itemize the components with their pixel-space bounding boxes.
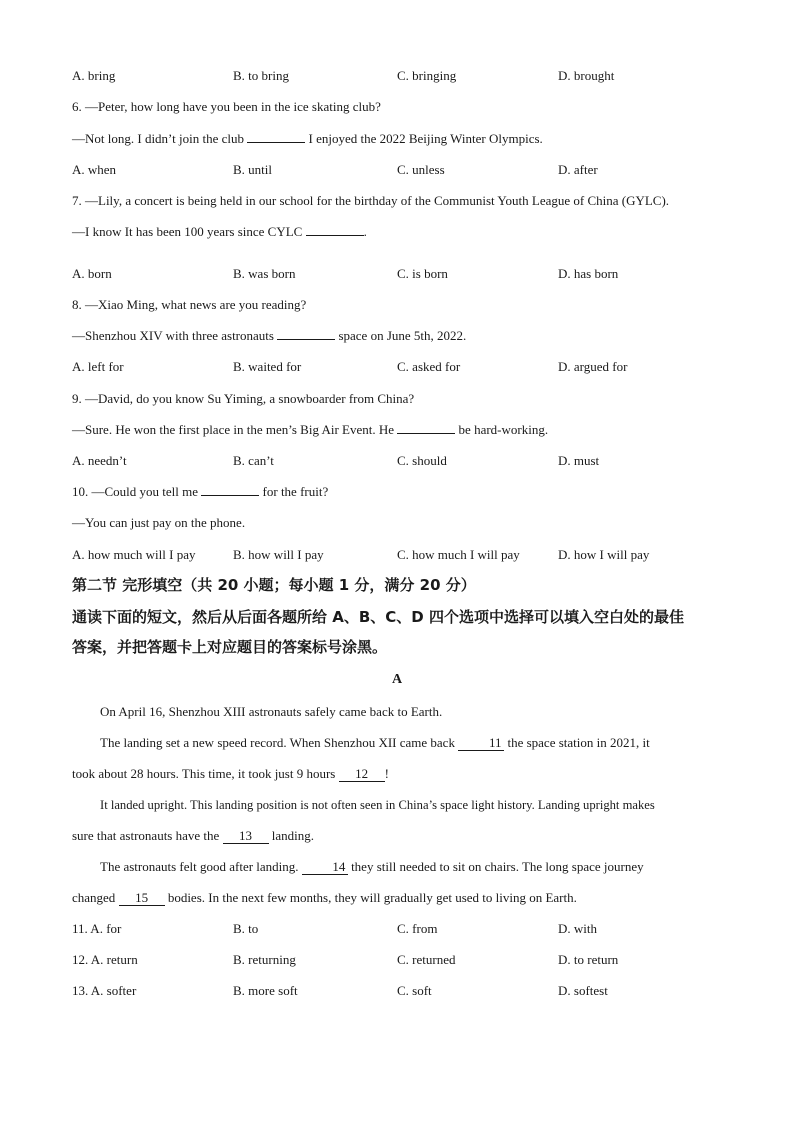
passage-paragraph-3-cont (72, 827, 722, 845)
blank-14: 14 (302, 860, 348, 875)
q6-option-a[interactable]: A. when (72, 162, 117, 177)
q10-option-b[interactable]: B. how will I pay (233, 547, 324, 562)
passage-text: landing. (271, 828, 315, 843)
q6-text-before-blank: —Not long. I didn’t join the club (72, 131, 244, 146)
q12-option-c[interactable]: C. returned (397, 952, 456, 967)
q6-answer-line (72, 130, 722, 148)
passage-label: A (391, 672, 403, 687)
q6-question: 6. —Peter, how long have you been in the ice skating club? (72, 99, 381, 114)
q6-text-after-blank: I enjoyed the 2022 Beijing Winter Olympics. (308, 131, 543, 146)
q6-option-c[interactable]: C. unless (397, 162, 445, 177)
q13-option-a[interactable]: 13. A. softer (72, 983, 137, 998)
q8-text-after-blank: space on June 5th, 2022. (338, 328, 467, 343)
q13-option-b[interactable]: B. more soft (233, 983, 298, 998)
q9-question: 9. —David, do you know Su Yiming, a snowboarder from China? (72, 391, 415, 406)
passage-text: took about 28 hours. This time, it took just 9 hours (72, 766, 336, 781)
q11-option-a[interactable]: 11. A. for (72, 921, 122, 936)
q10-option-d[interactable]: D. how I will pay (558, 547, 650, 562)
q13-option-d[interactable]: D. softest (558, 983, 608, 998)
q7-option-d[interactable]: D. has born (558, 266, 619, 281)
q10-text-after-blank: for the fruit? (262, 484, 329, 499)
q5-option-b[interactable]: B. to bring (233, 68, 289, 83)
q9-option-a[interactable]: A. needn’t (72, 453, 127, 468)
blank-11: 11 (458, 736, 504, 751)
q7-option-b[interactable]: B. was born (233, 266, 296, 281)
passage-paragraph-3: It landed upright. This landing position is not often seen in China’s space light history. Landing upright makes (100, 798, 655, 812)
q7-option-c[interactable]: C. is born (397, 266, 448, 281)
passage-paragraph-2 (72, 734, 722, 752)
q9-option-d[interactable]: D. must (558, 453, 600, 468)
q11-option-d[interactable]: D. with (558, 921, 597, 936)
section2-instruction-line2: 答案，并把答题卡上对应题目的答案标号涂黑。 (72, 638, 388, 656)
blank-12: 12 (339, 767, 385, 782)
section2-title: 第二节 完形填空（共 20 小题；每小题 1 分，满分 20 分） (72, 576, 476, 594)
q9-text-before-blank: —Sure. He won the first place in the men’s Big Air Event. He (72, 422, 395, 437)
q8-answer-line (72, 327, 722, 345)
q5-option-d[interactable]: D. brought (558, 68, 615, 83)
q12-option-b[interactable]: B. returning (233, 952, 296, 967)
q5-option-c[interactable]: C. bringing (397, 68, 457, 83)
q9-blank (397, 433, 455, 434)
passage-text: sure that astronauts have the (72, 828, 220, 843)
q10-option-c[interactable]: C. how much I will pay (397, 547, 520, 562)
q7-text-before-blank: —I know It has been 100 years since CYLC (72, 224, 303, 239)
section2-instruction-line1: 通读下面的短文，然后从后面各题所给 A、B、C、D 四个选项中选择可以填入空白处的最佳 (72, 608, 684, 626)
passage-paragraph-2-cont (72, 765, 722, 783)
q8-option-d[interactable]: D. argued for (558, 359, 628, 374)
q10-question (72, 483, 722, 501)
passage-paragraph-1: On April 16, Shenzhou XIII astronauts safely came back to Earth. (100, 704, 443, 719)
q10-answer-line: —You can just pay on the phone. (72, 515, 246, 530)
passage-text: they still needed to sit on chairs. The long space journey (351, 859, 644, 874)
q9-option-c[interactable]: C. should (397, 453, 447, 468)
passage-paragraph-4-cont (72, 889, 722, 907)
q7-answer-line (72, 223, 722, 241)
blank-15: 15 (119, 891, 165, 906)
q6-option-b[interactable]: B. until (233, 162, 273, 177)
q11-option-c[interactable]: C. from (397, 921, 438, 936)
passage-text: The astronauts felt good after landing. (100, 859, 299, 874)
q12-option-d[interactable]: D. to return (558, 952, 619, 967)
passage-text: The landing set a new speed record. When Shenzhou XII came back (100, 735, 455, 750)
q8-option-b[interactable]: B. waited for (233, 359, 302, 374)
q8-option-a[interactable]: A. left for (72, 359, 124, 374)
passage-paragraph-4 (72, 858, 722, 876)
q9-option-b[interactable]: B. can’t (233, 453, 274, 468)
q5-option-a[interactable]: A. bring (72, 68, 116, 83)
passage-text: changed (72, 890, 116, 905)
q8-question: 8. —Xiao Ming, what news are you reading? (72, 297, 307, 312)
passage-text: bodies. In the next few months, they will gradually get used to living on Earth. (167, 890, 577, 905)
q9-answer-line (72, 421, 722, 439)
passage-text: ! (384, 766, 389, 781)
q7-blank (306, 235, 364, 236)
q9-text-after-blank: be hard-working. (458, 422, 549, 437)
q10-option-a[interactable]: A. how much will I pay (72, 547, 196, 562)
passage-text: the space station in 2021, it (507, 735, 650, 750)
q10-text-before-blank: 10. —Could you tell me (72, 484, 199, 499)
q8-option-c[interactable]: C. asked for (397, 359, 461, 374)
q8-text-before-blank: —Shenzhou XIV with three astronauts (72, 328, 274, 343)
q7-question: 7. —Lily, a concert is being held in our school for the birthday of the Communist Youth League of China (GYLC). (72, 193, 670, 208)
q12-option-a[interactable]: 12. A. return (72, 952, 138, 967)
q7-text-after-blank: . (363, 224, 367, 239)
q6-option-d[interactable]: D. after (558, 162, 598, 177)
q6-blank (247, 142, 305, 143)
q11-option-b[interactable]: B. to (233, 921, 259, 936)
q8-blank (277, 339, 335, 340)
q7-option-a[interactable]: A. born (72, 266, 112, 281)
blank-13: 13 (223, 829, 269, 844)
q13-option-c[interactable]: C. soft (397, 983, 432, 998)
q10-blank (201, 495, 259, 496)
